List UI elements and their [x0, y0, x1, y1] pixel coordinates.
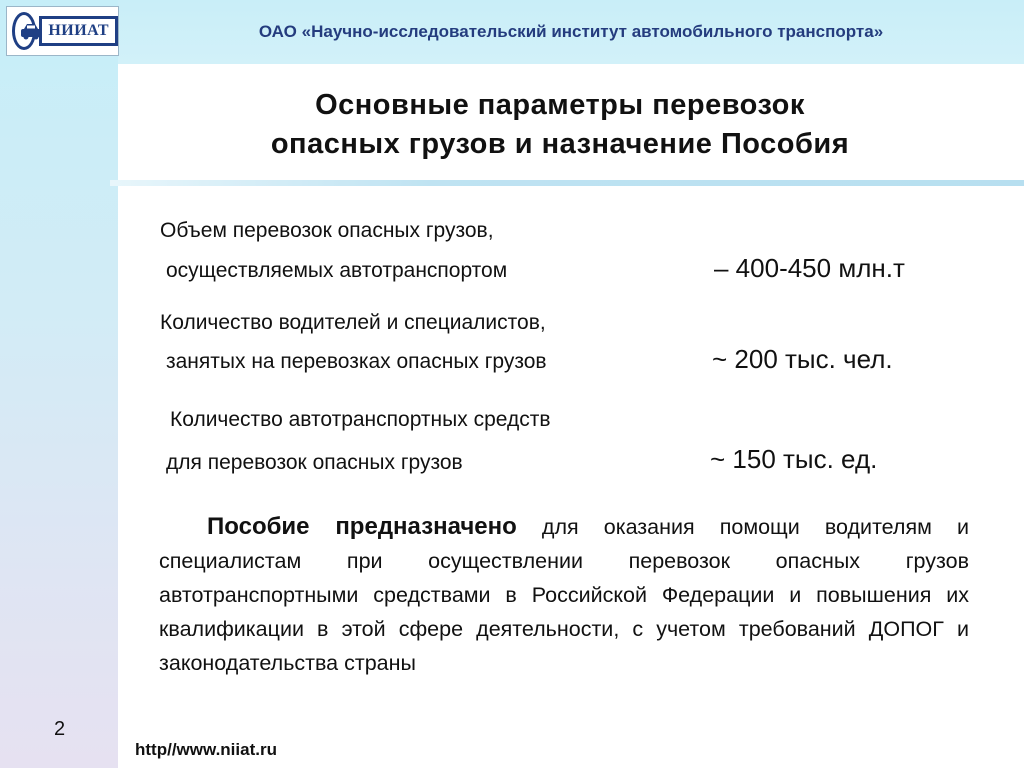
slide-title-line-2: опасных грузов и назначение Пособия [270, 128, 850, 160]
stat-volume-label-line-2: осуществляемых автотранспортом [166, 259, 508, 282]
stat-volume-label-line-1: Объем перевозок опасных грузов, [160, 219, 494, 242]
purpose-lead: Пособие предназначено [207, 513, 517, 540]
niiat-logo [6, 6, 119, 56]
car-emblem-icon [12, 12, 36, 50]
page-number: 2 [54, 718, 66, 740]
footer-url: http//www.niiat.ru [135, 740, 277, 759]
stat-vehicles-label-line-1: Количество автотранспортных средств [170, 408, 551, 431]
purpose-text: для оказания помощи водителям и специалистам при осуществлении перевозок опасных грузов автотранспортными средствами в Российской Федерации и повышения их квалификации в этой сфере деятельности, с учетом требований ДОПОГ и законодательства страны [159, 515, 969, 675]
stat-vehicles-label-line-2: для перевозок опасных грузов [166, 451, 463, 474]
slide-title-line-1: Основные параметры перевозок [315, 89, 805, 121]
stat-vehicles-value: ~ 150 тыс. ед. [710, 444, 878, 474]
organization-name: ОАО «Научно-исследовательский институт автомобильного транспорта» [258, 22, 884, 41]
manual-purpose-paragraph [159, 510, 969, 680]
stat-drivers-label-line-1: Количество водителей и специалистов, [160, 311, 546, 334]
stat-volume-value: – 400-450 млн.т [714, 253, 905, 283]
slide-title [150, 86, 970, 164]
logo-wordmark: НИИАТ [39, 16, 118, 46]
left-decorative-panel [0, 0, 118, 768]
stat-drivers-label-line-2: занятых на перевозках опасных грузов [166, 350, 547, 373]
title-divider [110, 180, 1024, 186]
stat-drivers-value: ~ 200 тыс. чел. [712, 344, 893, 374]
